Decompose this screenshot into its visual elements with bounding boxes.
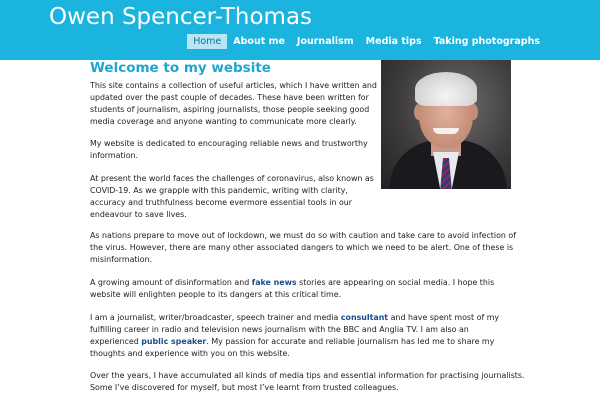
text-line xyxy=(90,277,494,289)
text-span: I am a journalist, writer/broadcaster, speech trainer and media xyxy=(90,313,341,322)
text-line: the virus. However, there are many other associated dangers to which we need to be alert. One of these is xyxy=(90,243,514,252)
main-nav xyxy=(187,34,546,49)
text-line: As nations prepare to move out of lockdown, we must do so with caution and take care to avoid infection of xyxy=(90,231,517,240)
text-span: A growing amount of disinformation and xyxy=(90,278,252,287)
nav-item-taking-photographs[interactable]: Taking photographs xyxy=(433,36,540,47)
text-span: stories are appearing on social media. I hope this xyxy=(296,278,495,287)
text-line: students of journalism, aspiring journalists, those people seeking good xyxy=(90,105,370,114)
intro-paragraph xyxy=(90,80,377,128)
text-line: Over the years, I have accumulated all kinds of media tips and essential information for practising journalists. xyxy=(90,371,525,380)
text-line: My website is dedicated to encouraging reliable news and trustworthy xyxy=(90,139,368,148)
mission-paragraph xyxy=(90,138,368,162)
disinformation-paragraph xyxy=(90,277,494,301)
text-line: Some I’ve discovered for myself, but most I’ve learnt from trusted colleagues. xyxy=(90,383,399,392)
text-span: and have spent most of my xyxy=(388,313,500,322)
text-line: COVID-19. As we grapple with this pandemic, writing with clarity, xyxy=(90,186,348,195)
tips-paragraph xyxy=(90,370,525,394)
text-line: website will enlighten people to its dangers at this critical time. xyxy=(90,290,342,299)
public-speaker-link[interactable]: public speaker xyxy=(141,337,207,346)
page-title: Welcome to my website xyxy=(90,60,271,76)
lockdown-paragraph xyxy=(90,230,520,266)
text-line xyxy=(90,336,499,348)
consultant-link[interactable]: consultant xyxy=(340,313,389,322)
nav-item-about-me[interactable]: About me xyxy=(233,36,285,47)
text-line: This site contains a collection of useful articles, which I have written and xyxy=(90,81,377,90)
text-span: . My passion for accurate and reliable journalism has led me to share my xyxy=(206,337,495,346)
fake-news-link[interactable]: fake news xyxy=(251,278,297,287)
nav-item-home[interactable]: Home xyxy=(187,34,227,49)
site-title[interactable]: Owen Spencer-Thomas xyxy=(49,4,313,30)
site-header xyxy=(0,0,600,60)
text-line xyxy=(90,312,499,324)
text-line: updated over the past couple of decades. These have been written for xyxy=(90,93,369,102)
text-line: misinformation. xyxy=(90,255,153,264)
text-line: information. xyxy=(90,151,139,160)
text-line: accuracy and truthfulness become evermore essential tools in our xyxy=(90,198,353,207)
text-line: At present the world faces the challenges of coronavirus, also known as xyxy=(90,174,374,183)
about-paragraph xyxy=(90,312,499,360)
text-line: thoughts and experience with you on this website. xyxy=(90,349,290,358)
text-span: experienced xyxy=(90,337,142,346)
text-line: media coverage and anyone wanting to communicate more clearly. xyxy=(90,117,357,126)
nav-item-media-tips[interactable]: Media tips xyxy=(365,36,422,47)
covid-paragraph xyxy=(90,173,374,221)
text-line: endeavour to save lives. xyxy=(90,210,187,219)
text-line: fulfilling career in radio and television news journalism with the BBC and Anglia TV. I am also an xyxy=(90,325,469,334)
portrait-photo xyxy=(381,60,511,189)
nav-item-journalism[interactable]: Journalism xyxy=(296,36,354,47)
